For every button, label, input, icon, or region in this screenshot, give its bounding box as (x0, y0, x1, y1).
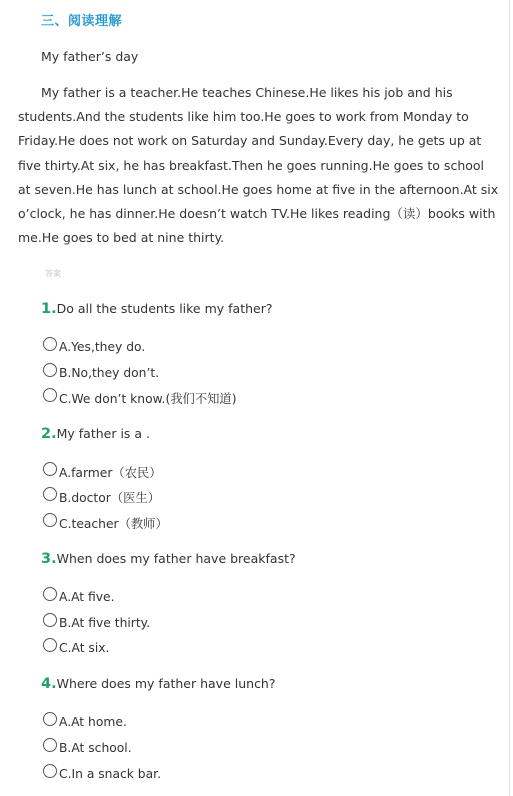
question-number: 3. (41, 551, 57, 567)
question-number: 1. (41, 301, 57, 317)
option-label: B.doctor（医生） (59, 491, 161, 505)
option-a[interactable] (43, 713, 127, 731)
option-label: A.At home. (59, 715, 127, 729)
option-c[interactable] (43, 514, 168, 532)
radio-button-icon[interactable] (43, 337, 57, 351)
option-a[interactable] (43, 463, 162, 481)
question-stem (41, 550, 296, 568)
question-1 (41, 300, 273, 406)
option-label: B.At five thirty. (59, 616, 151, 630)
radio-button-icon[interactable] (43, 613, 57, 627)
question-2 (41, 425, 168, 531)
option-a[interactable] (43, 588, 115, 606)
question-stem (41, 675, 276, 693)
option-label: A.farmer（农民） (59, 466, 162, 480)
option-a[interactable] (43, 338, 145, 356)
option-label: B.No,they don’t. (59, 366, 160, 380)
option-label: C.teacher（教师） (59, 517, 168, 531)
option-label: C.In a snack bar. (59, 767, 161, 781)
question-text: Do all the students like my father? (56, 301, 273, 316)
passage-body: My father is a teacher.He teaches Chinese.He likes his job and his students.And the students like him too.He goes to work from Monday to Friday.He does not work on Saturday and Sunday.Every day, he gets up at five thirty.At six, he has breakfast.Then he goes running.He goes to school at seven.He has lunch at school.He goes home at five in the afternoon.At six o’clock, he has dinner.He doesn’t watch TV.He likes reading（读）books with me.He goes to bed at nine thirty. (18, 85, 499, 246)
page-edge-divider (509, 0, 510, 796)
question-text: Where does my father have lunch? (56, 676, 276, 691)
option-label: A.At five. (59, 590, 115, 604)
radio-button-icon[interactable] (43, 513, 57, 527)
option-b[interactable] (43, 488, 160, 506)
radio-button-icon[interactable] (43, 388, 57, 402)
radio-button-icon[interactable] (43, 764, 57, 778)
question-stem (41, 425, 150, 443)
radio-button-icon[interactable] (43, 587, 57, 601)
option-c[interactable] (43, 389, 237, 407)
question-number: 4. (41, 676, 57, 692)
option-label: C.At six. (59, 641, 110, 655)
radio-button-icon[interactable] (43, 462, 57, 476)
answer-toggle-label[interactable]: 答案 (45, 269, 61, 278)
option-label: B.At school. (59, 741, 132, 755)
question-text: My father is a . (56, 426, 151, 441)
radio-button-icon[interactable] (43, 738, 57, 752)
question-number: 2. (41, 426, 57, 442)
question-stem (41, 300, 273, 318)
option-label: A.Yes,they do. (59, 340, 146, 354)
radio-button-icon[interactable] (43, 487, 57, 501)
radio-button-icon[interactable] (43, 712, 57, 726)
option-b[interactable] (43, 614, 150, 632)
option-c[interactable] (43, 765, 161, 783)
option-b[interactable] (43, 364, 159, 382)
option-b[interactable] (43, 739, 132, 757)
passage-title: My father’s day (41, 49, 139, 64)
section-title: 三、阅读理解 (41, 14, 123, 29)
question-3 (41, 550, 296, 655)
question-4 (41, 675, 276, 781)
option-c[interactable] (43, 639, 109, 657)
question-text: When does my father have breakfast? (56, 551, 296, 566)
radio-button-icon[interactable] (43, 638, 57, 652)
radio-button-icon[interactable] (43, 363, 57, 377)
option-label: C.We don’t know.(我们不知道) (59, 392, 237, 406)
